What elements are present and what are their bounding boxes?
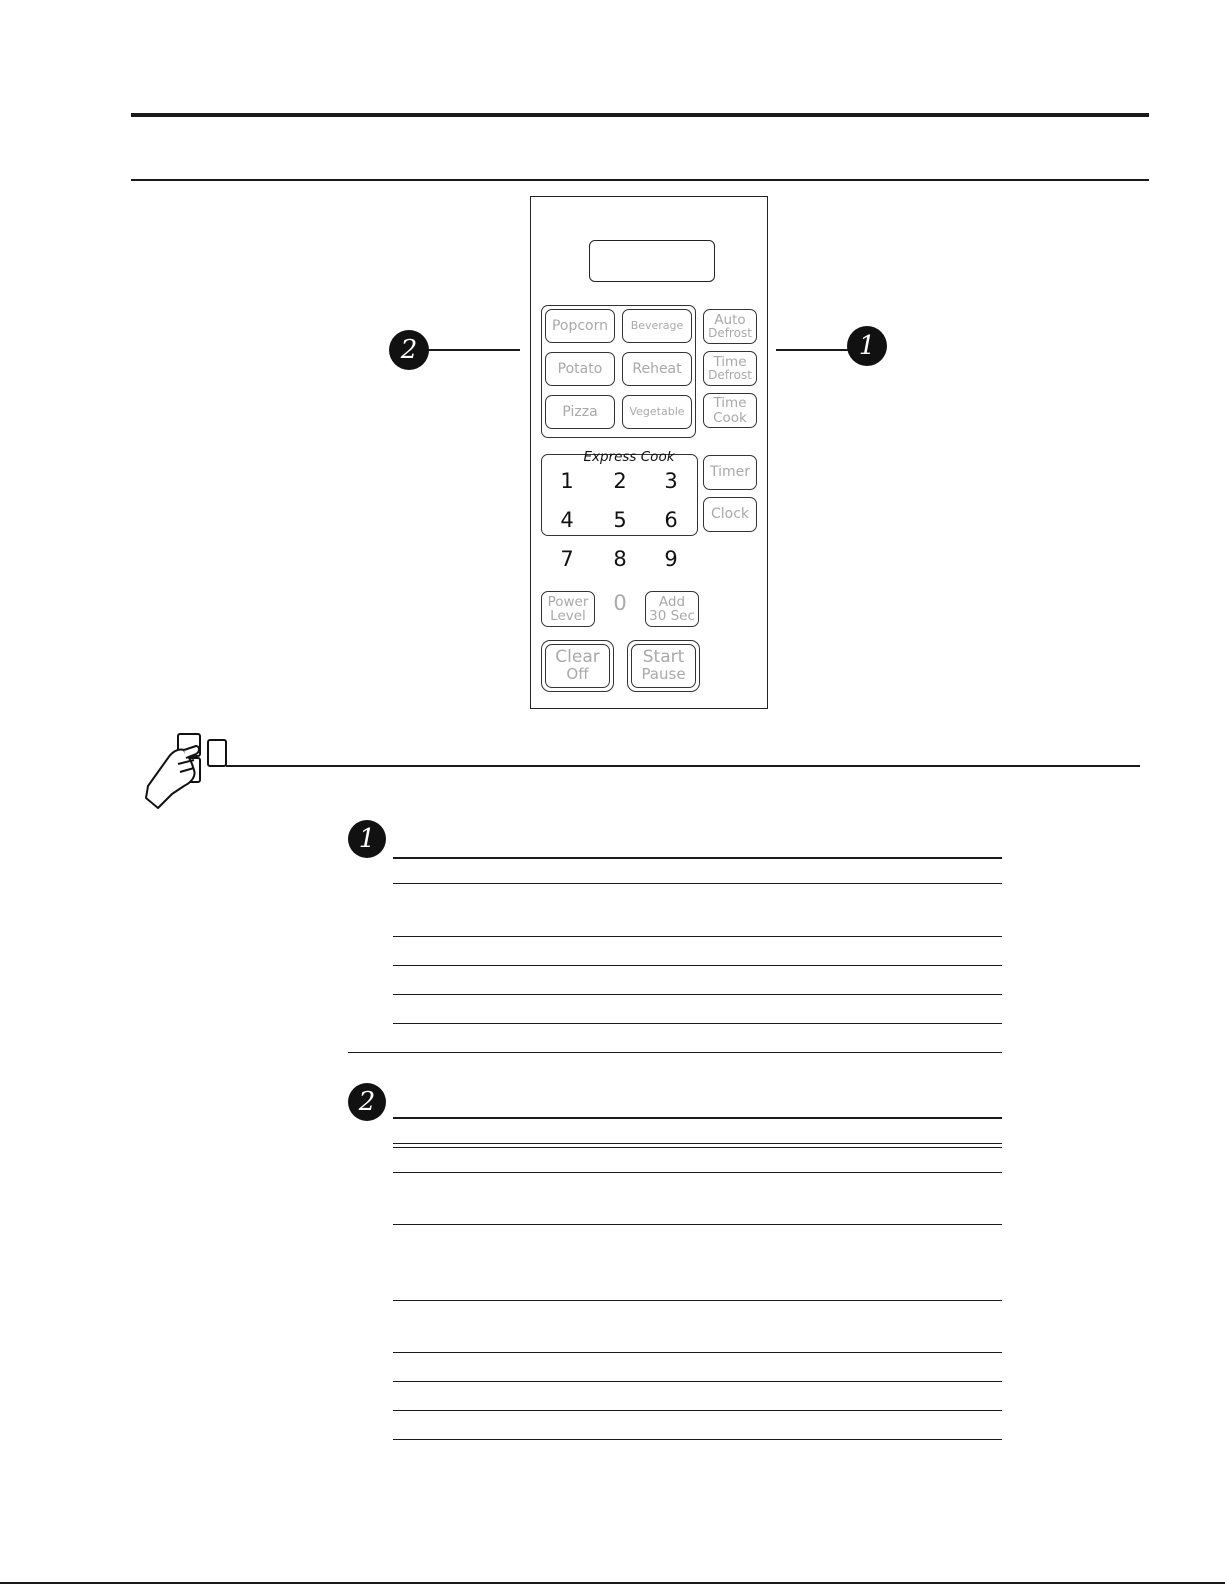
add-30-sec-button[interactable] <box>645 591 699 627</box>
reheat-button[interactable] <box>622 352 692 386</box>
section-1-header-rule <box>393 857 1002 859</box>
pizza-button[interactable] <box>545 395 615 429</box>
digit-3-key[interactable]: 3 <box>664 469 678 493</box>
callout-1-badge <box>847 326 887 366</box>
section-divider-rule <box>348 1052 1002 1053</box>
time-defrost-label-bottom: Defrost <box>708 368 752 383</box>
vegetable-label: Vegetable <box>629 405 685 419</box>
section-2-number: 2 <box>358 1087 376 1117</box>
header-rule-thick <box>131 113 1149 117</box>
digit-2-key[interactable]: 2 <box>613 469 627 493</box>
digit-7-key[interactable]: 7 <box>560 547 574 571</box>
section-2-row-rule <box>393 1300 1002 1301</box>
express-cook-heading: Express Cook <box>583 449 675 465</box>
time-cook-label-top: Time <box>713 395 747 412</box>
section-1-row-rule <box>393 883 1002 884</box>
features-section-rule <box>226 765 1140 767</box>
section-2-row-rule <box>393 1439 1002 1440</box>
section-1-row-rule <box>393 965 1002 966</box>
callout-1-leader <box>776 349 848 351</box>
digit-1-key[interactable]: 1 <box>560 469 574 493</box>
time-cook-label-bottom: Cook <box>713 409 747 426</box>
hand-press-icon <box>138 728 234 810</box>
header-rule-thin <box>131 179 1149 181</box>
section-2-row-rule <box>393 1172 1002 1173</box>
section-1-row-rule <box>393 936 1002 937</box>
pizza-label: Pizza <box>562 403 598 420</box>
vegetable-button[interactable] <box>622 395 692 429</box>
section-2-row-rule <box>393 1143 1002 1144</box>
section-2-badge <box>348 1083 386 1121</box>
section-2-row-rule <box>393 1381 1002 1382</box>
add-30-sec-label-bottom: 30 Sec <box>649 608 695 624</box>
digit-4-key[interactable]: 4 <box>560 508 574 532</box>
auto-defrost-button[interactable] <box>703 309 757 344</box>
callout-2-badge <box>389 330 429 370</box>
power-level-label-bottom: Level <box>550 608 586 624</box>
clear-label: Clear <box>555 647 600 668</box>
time-defrost-label-top: Time <box>713 354 747 371</box>
timer-label: Timer <box>709 464 751 481</box>
power-level-label-top: Power <box>547 593 589 610</box>
section-2-row-rule <box>393 1352 1002 1353</box>
section-1-row-rule <box>393 994 1002 995</box>
auto-defrost-label-bottom: Defrost <box>708 326 752 341</box>
digit-5-key[interactable]: 5 <box>613 508 627 532</box>
potato-button[interactable] <box>545 352 615 386</box>
add-30-sec-label-top: Add <box>658 593 686 610</box>
section-1-row-rule <box>393 1023 1002 1024</box>
beverage-label: Beverage <box>630 319 684 333</box>
control-panel <box>530 196 768 709</box>
auto-defrost-label-top: Auto <box>714 312 746 329</box>
section-1-number: 1 <box>358 824 376 854</box>
display-window <box>589 240 715 282</box>
off-label: Off <box>566 665 589 684</box>
section-2-header-rule <box>393 1117 1002 1119</box>
section-2-row-rule <box>393 1147 1002 1148</box>
clock-button[interactable] <box>703 497 757 532</box>
popcorn-button[interactable] <box>545 309 615 343</box>
digit-9-key[interactable]: 9 <box>664 547 678 571</box>
start-label: Start <box>642 647 685 668</box>
reheat-label: Reheat <box>632 360 682 377</box>
section-2-row-rule <box>393 1224 1002 1225</box>
footer-rule <box>0 1582 1225 1584</box>
section-2-row-rule <box>393 1410 1002 1411</box>
beverage-button[interactable] <box>622 309 692 343</box>
section-1-badge <box>348 820 386 858</box>
start-pause-button[interactable] <box>631 644 696 688</box>
clock-label: Clock <box>710 506 750 523</box>
digit-8-key[interactable]: 8 <box>613 547 627 571</box>
clear-off-button[interactable] <box>545 644 610 688</box>
callout-1-label: 1 <box>858 331 876 361</box>
potato-label: Potato <box>557 360 603 377</box>
time-defrost-button[interactable] <box>703 351 757 386</box>
power-level-button[interactable] <box>541 591 595 627</box>
callout-2-label: 2 <box>400 335 418 365</box>
callout-2-leader <box>428 349 520 351</box>
digit-0-key[interactable]: 0 <box>613 591 627 615</box>
time-cook-button[interactable] <box>703 393 757 428</box>
digit-6-key[interactable]: 6 <box>664 508 678 532</box>
popcorn-label: Popcorn <box>551 317 609 334</box>
pause-label: Pause <box>641 665 686 684</box>
